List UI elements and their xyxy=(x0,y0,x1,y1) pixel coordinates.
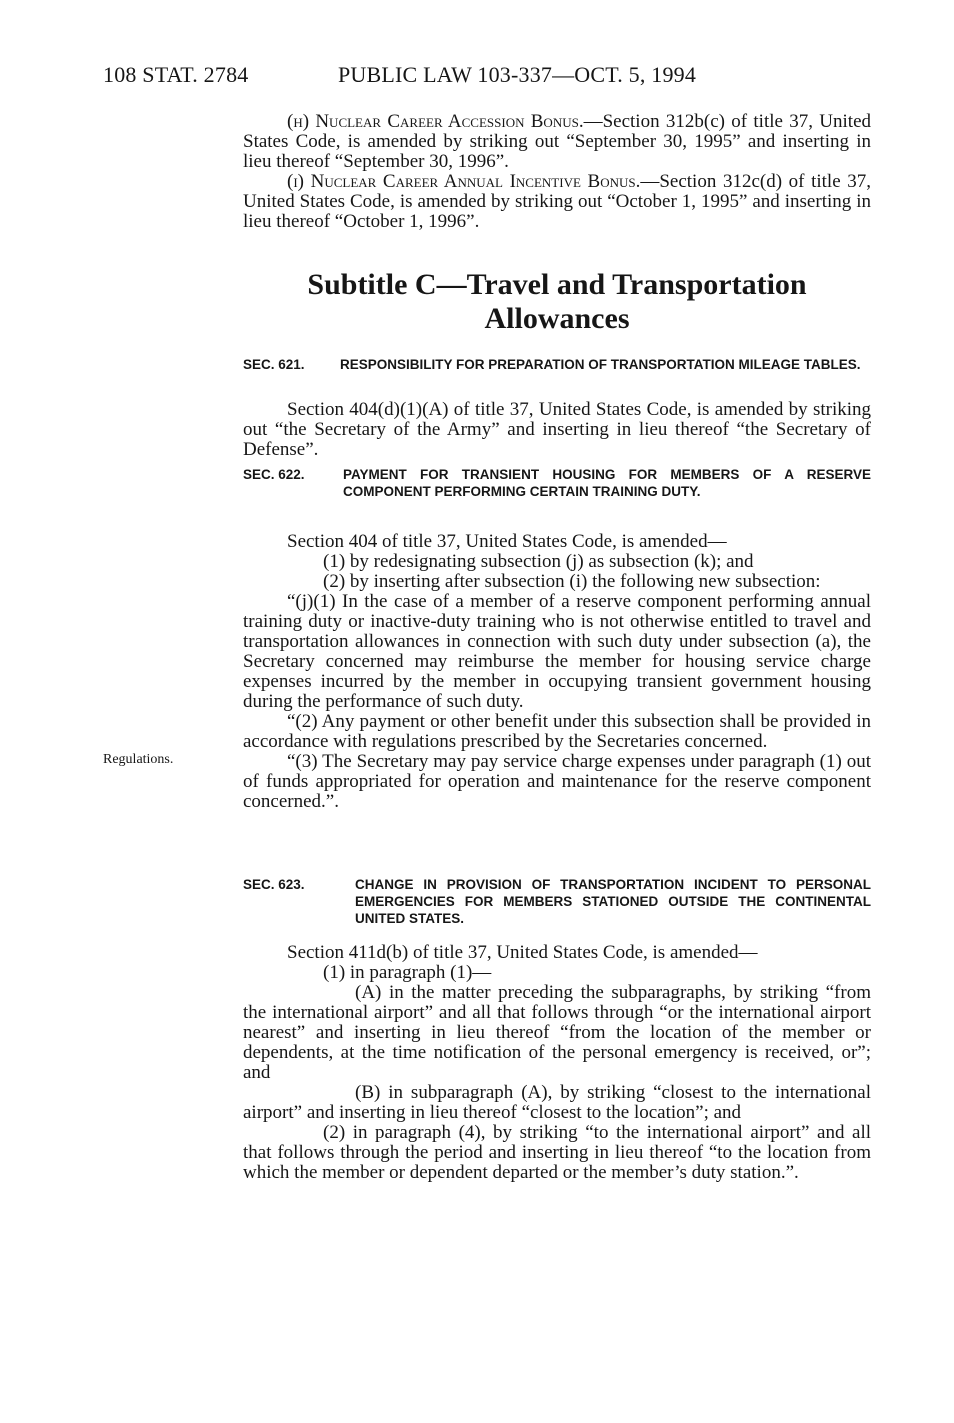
section-622-intro: Section 404 of title 37, United States Code, is amended— xyxy=(287,531,727,552)
paragraph-i-label: (i) Nuclear Career Annual Incentive Bonus. xyxy=(287,171,641,192)
subtitle-heading xyxy=(243,268,871,336)
section-623-item-a: (A) in the matter preceding the subparagraphs, by striking “from the international airport” and all that follows through “or the international airport nearest” and inserting in lieu thereof “from the location of the member or dependents, at the time notification of the personal emergency is received, or”; and xyxy=(243,982,871,1083)
section-621-heading xyxy=(243,356,871,373)
section-623-item-2: (2) in paragraph (4), by striking “to the international airport” and all that follows through the period and inserting in lieu thereof “to the location from which the member or dependent departed or the member’s duty station.”. xyxy=(243,1122,871,1183)
section-621-body xyxy=(243,400,871,460)
paragraph-h-i xyxy=(243,112,871,232)
section-623-title: CHANGE IN PROVISION OF TRANSPORTATION INCIDENT TO PERSONAL EMERGENCIES FOR MEMBERS STATIONED OUTSIDE THE CONTINENTAL UNITED STATES. xyxy=(355,877,871,926)
section-621-text: Section 404(d)(1)(A) of title 37, United States Code, is amended by striking out “the Secretary of the Army” and inserting in lieu thereof “the Secretary of Defense”. xyxy=(243,399,871,460)
public-law-header: PUBLIC LAW 103-337—OCT. 5, 1994 xyxy=(338,62,697,87)
section-622-heading xyxy=(243,466,871,500)
paragraph-i-text: —Section 312c(d) of title 37, United States Code, is amended by striking out “October 1, 1995” and inserting in lieu thereof “October 1, 1996”. xyxy=(243,171,871,232)
paragraph-i xyxy=(243,172,871,232)
section-622-title: PAYMENT FOR TRANSIENT HOUSING FOR MEMBERS OF A RESERVE COMPONENT PERFORMING CERTAIN TRAINING DUTY. xyxy=(343,467,871,499)
subsection-j-1: “(j)(1) In the case of a member of a reserve component performing annual training duty or inactive-duty training who is not otherwise entitled to travel and transportation allowances in connection with such duty under subsection (a), the Secretary concerned may reimburse the member for housing service charge expenses incurred by the member in occupying transient government housing during the performance of such duty. xyxy=(243,591,871,712)
section-622-item-1: (1) by redesignating subsection (j) as subsection (k); and xyxy=(323,551,754,572)
section-623-item-b: (B) in subparagraph (A), by striking “closest to the international airport” and inserting in lieu thereof “closest to the location”; and xyxy=(243,1082,871,1123)
subtitle-line-1: Subtitle C—Travel and Transportation xyxy=(307,268,807,301)
paragraph-h-text: —Section 312b(c) of title 37, United States Code, is amended by striking out “September 30, 1995” and inserting in lieu thereof “September 30, 1996”. xyxy=(243,111,872,172)
margin-note-regulations: Regulations. xyxy=(103,752,174,767)
section-622-number: SEC. 622. xyxy=(243,467,305,482)
subtitle-line-2: Allowances xyxy=(484,302,630,335)
section-623-intro: Section 411d(b) of title 37, United States Code, is amended— xyxy=(287,942,758,963)
subsection-j-3: “(3) The Secretary may pay service charge expenses under paragraph (1) out of funds appropriated for operation and maintenance for the reserve component concerned.”. xyxy=(243,751,871,812)
section-622-body xyxy=(243,532,871,812)
section-623-number: SEC. 623. xyxy=(243,877,305,892)
section-621-title: RESPONSIBILITY FOR PREPARATION OF TRANSPORTATION MILEAGE TABLES. xyxy=(340,357,861,372)
section-621-number: SEC. 621. xyxy=(243,357,305,372)
paragraph-h-label: (h) Nuclear Career Accession Bonus. xyxy=(287,111,584,132)
subsection-j-2: “(2) Any payment or other benefit under this subsection shall be provided in accordance with regulations prescribed by the Secretaries concerned. xyxy=(243,711,871,752)
section-623-body xyxy=(243,943,871,1183)
section-622-item-2: (2) by inserting after subsection (i) the following new subsection: xyxy=(323,571,821,592)
section-623-item-1: (1) in paragraph (1)— xyxy=(323,962,492,983)
section-623-heading xyxy=(243,876,871,927)
paragraph-h xyxy=(243,112,871,172)
stat-citation: 108 STAT. 2784 xyxy=(103,62,249,87)
